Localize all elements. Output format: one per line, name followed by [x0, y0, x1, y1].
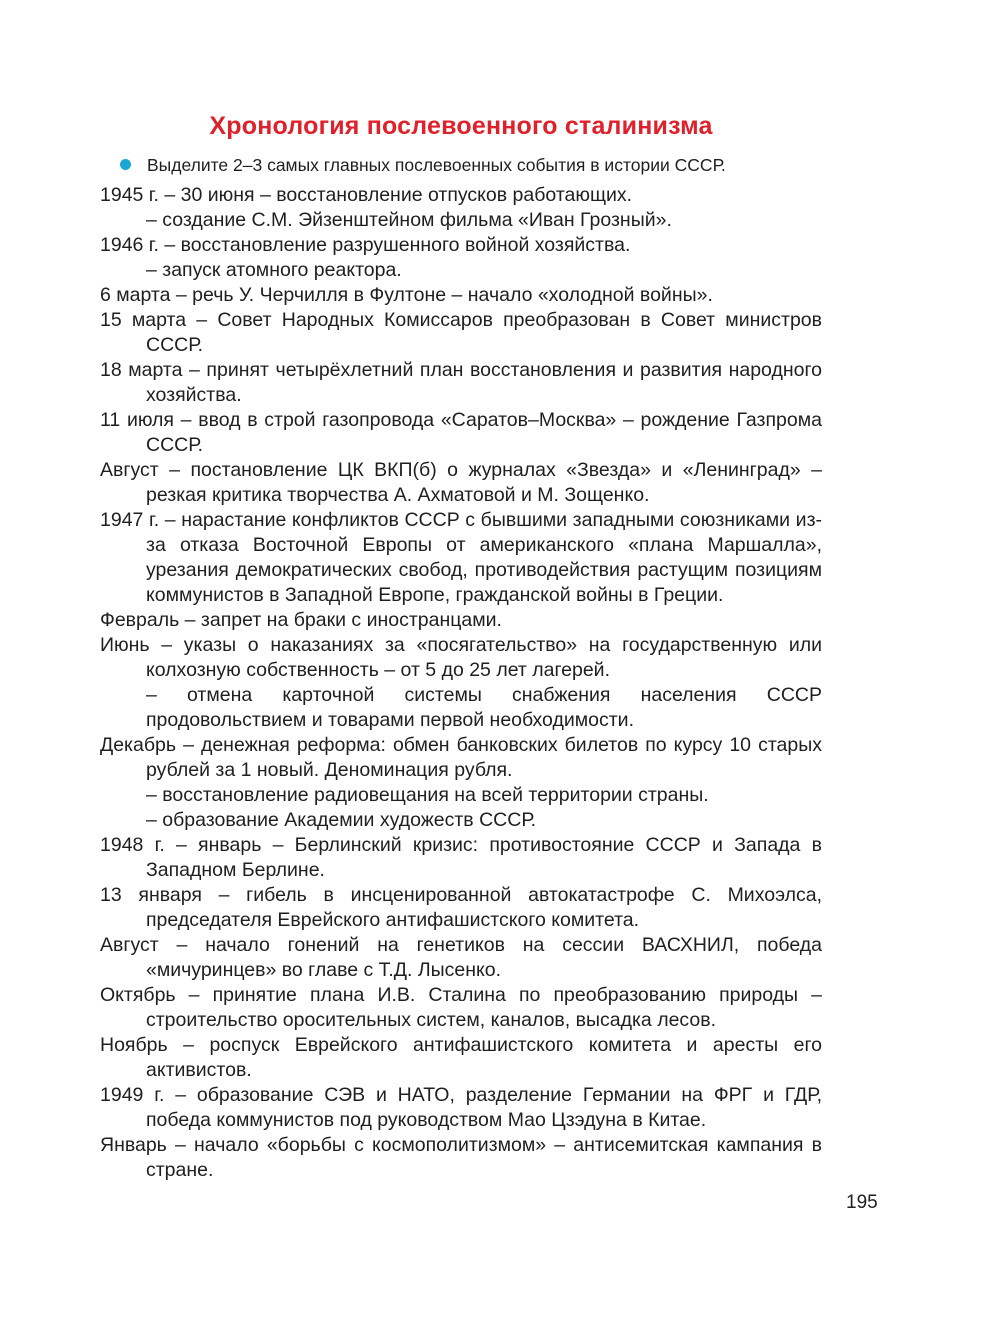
chronology-subentry: – восстановление радиовещания на всей территории страны. [146, 784, 709, 806]
chronology-entry: 1949 г. – образование СЭВ и НАТО, разделение Германии на ФРГ и ГДР, победа коммунистов под руководством Мао Цзэдуна в Китае. [100, 1084, 822, 1131]
chronology-list [100, 183, 822, 1183]
chronology-entry: 18 марта – принят четырёхлетний план восстановления и развития народного хозяйства. [100, 359, 822, 406]
chronology-entry: Июнь – указы о наказаниях за «посягательство» на государственную или колхозную собственность – от 5 до 25 лет лагерей. [100, 634, 822, 681]
chronology-entry: Август – постановление ЦК ВКП(б) о журналах «Звезда» и «Ленинград» – резкая критика творчества А. Ахматовой и М. Зощенко. [100, 459, 822, 506]
chronology-subentry: – отмена карточной системы снабжения населения СССР продовольствием и товарами первой необходимости. [146, 684, 822, 731]
page-title: Хронология послевоенного сталинизма [209, 112, 713, 140]
chronology-entry: 1948 г. – январь – Берлинский кризис: противостояние СССР и Запада в Западном Берлине. [100, 834, 822, 881]
chronology-entry: 6 марта – речь У. Черчилля в Фултоне – начало «холодной войны». [100, 284, 713, 306]
chronology-entry: 1946 г. – восстановление разрушенного войной хозяйства. [100, 234, 631, 256]
chronology-subentry: – создание С.М. Эйзенштейном фильма «Иван Грозный». [146, 209, 672, 231]
page-number: 195 [846, 1192, 878, 1213]
bullet-icon [120, 159, 131, 170]
chronology-entry: Февраль – запрет на браки с иностранцами. [100, 609, 502, 631]
chronology-entry: 1945 г. – 30 июня – восстановление отпусков работающих. [100, 184, 633, 206]
task-text: Выделите 2–3 самых главных послевоенных события в истории СССР. [147, 155, 726, 175]
chronology-subentry: – образование Академии художеств СССР. [146, 809, 537, 831]
chronology-entry: 11 июля – ввод в строй газопровода «Саратов–Москва» – рождение Газпрома СССР. [100, 409, 822, 456]
chronology-entry: Октябрь – принятие плана И.В. Сталина по преобразованию природы – строительство оросительных систем, каналов, высадка лесов. [100, 984, 822, 1031]
chronology-entry: Декабрь – денежная реформа: обмен банковских билетов по курсу 10 старых рублей за 1 новый. Деноминация рубля. [100, 734, 822, 781]
chronology-entry: 1947 г. – нарастание конфликтов СССР с бывшими западными союзниками из-за отказа Восточной Европы от американского «плана Маршалла», урезания демократических свобод, противодействия растущим позициям коммунистов в Западной Европе, гражданской войны в Греции. [100, 509, 822, 606]
chronology-entry: 15 марта – Совет Народных Комиссаров преобразован в Совет министров СССР. [100, 309, 822, 356]
chronology-entry: Ноябрь – роспуск Еврейского антифашистского комитета и аресты его активистов. [100, 1034, 822, 1081]
chronology-subentry: – запуск атомного реактора. [146, 259, 402, 281]
chronology-entry: Август – начало гонений на генетиков на сессии ВАСХНИЛ, победа «мичуринцев» во главе с Т.Д. Лысенко. [100, 934, 822, 981]
chronology-entry: 13 января – гибель в инсценированной автокатастрофе С. Михоэлса, председателя Еврейского антифашистского комитета. [100, 884, 822, 931]
chronology-entry: Январь – начало «борьбы с космополитизмом» – антисемитская кампания в стране. [100, 1134, 822, 1181]
